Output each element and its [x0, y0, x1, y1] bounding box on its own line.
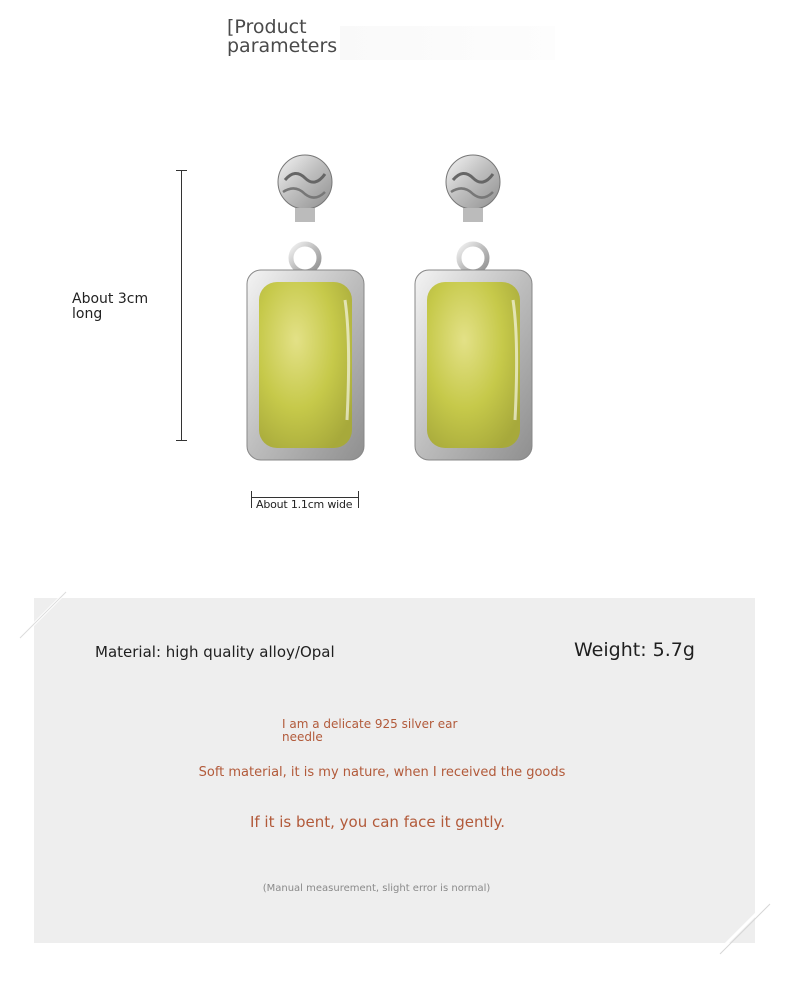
width-dimension-cap-left	[251, 491, 252, 508]
height-label: About 3cm long	[72, 291, 149, 322]
note-silver-needle: I am a delicate 925 silver ear needle	[282, 717, 458, 744]
material-spec: Material: high quality alloy/Opal	[95, 643, 335, 661]
page-title: [Product parameters	[227, 16, 338, 57]
note-soft-material: Soft material, it is my nature, when I received the goods	[198, 765, 566, 780]
corner-decoration-top-left	[18, 586, 78, 646]
height-dimension-cap-top	[176, 170, 187, 171]
earrings-image	[235, 150, 555, 470]
measurement-footnote: (Manual measurement, slight error is normal)	[262, 883, 491, 894]
width-label: About 1.1cm wide	[256, 498, 353, 511]
title-backdrop	[340, 26, 555, 60]
note-bent-gently: If it is bent, you can face it gently.	[249, 813, 506, 831]
right-earring	[415, 155, 532, 460]
width-dimension-cap-right	[358, 491, 359, 508]
weight-spec: Weight: 5.7g	[574, 639, 695, 661]
height-dimension-cap-bottom	[176, 440, 187, 441]
corner-decoration-bottom-right	[712, 898, 774, 958]
left-earring	[247, 155, 364, 460]
height-dimension-line	[181, 170, 182, 441]
